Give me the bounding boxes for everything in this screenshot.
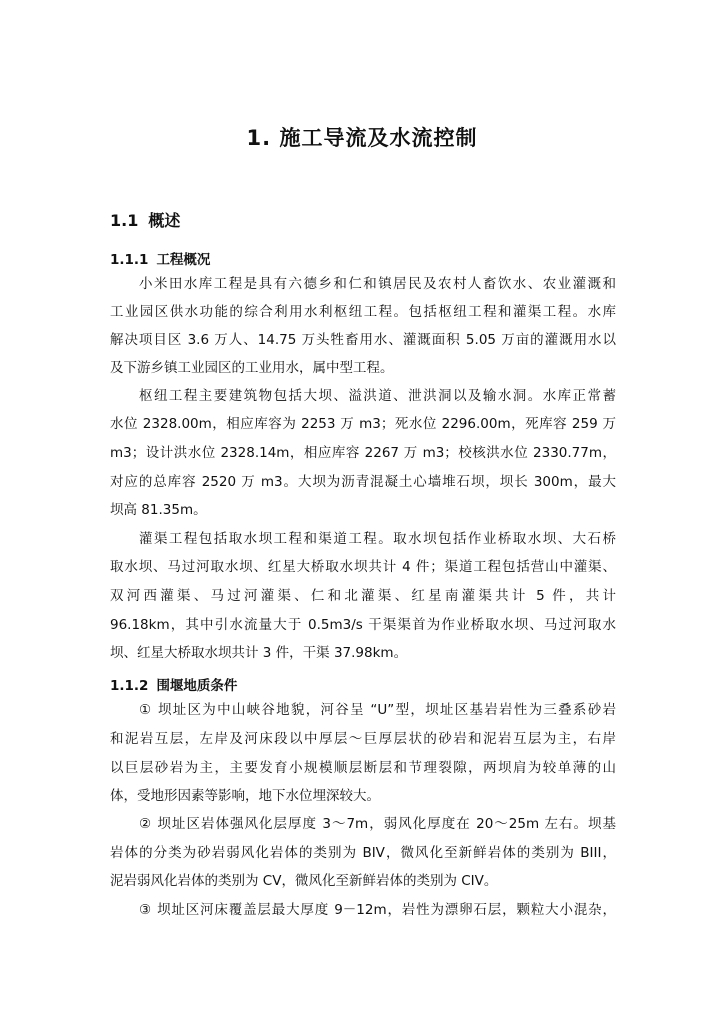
section-heading bbox=[110, 208, 180, 231]
paragraph-line: 以巨层砂岩为主，主要发育小规模顺层断层和节理裂隙，两坝肩为较单薄的山 bbox=[110, 760, 616, 776]
subsection-title: 围堰地质条件 bbox=[156, 678, 238, 694]
paragraph-line: ③ 坝址区河床覆盖层最大厚度 9－12m，岩性为漂卵石层，颗粒大小混杂， bbox=[139, 902, 616, 918]
paragraph-line: 枢纽工程主要建筑物包括大坝、溢洪道、泄洪洞以及输水洞。水库正常蓄 bbox=[139, 388, 616, 404]
paragraph-line: m3；设计洪水位 2328.14m，相应库容 2267 万 m3；校核洪水位 2330.77m， bbox=[110, 445, 616, 461]
paragraph-line: 工业园区供水功能的综合利用水利枢纽工程。包括枢纽工程和灌渠工程。水库 bbox=[110, 304, 616, 320]
section-title: 概述 bbox=[148, 211, 181, 230]
paragraph-line: 体，受地形因素等影响，地下水位埋深较大。 bbox=[110, 788, 380, 804]
page-title: 1. 施工导流及水流控制 bbox=[246, 126, 478, 150]
subsection-title: 工程概况 bbox=[156, 252, 211, 268]
paragraph-line: ② 坝址区岩体强风化层厚度 3～7m，弱风化厚度在 20～25m 左右。坝基 bbox=[139, 816, 616, 832]
paragraph-line: 泥岩弱风化岩体的类别为 CV，微风化至新鲜岩体的类别为 CIV。 bbox=[110, 873, 498, 889]
paragraph-line: 双河西灌渠、马过河灌渠、仁和北灌渠、红星南灌渠共计 5 件，共计 bbox=[110, 588, 616, 604]
paragraph-line: 及下游乡镇工业园区的工业用水，属中型工程。 bbox=[110, 360, 394, 376]
paragraph-line: 水位 2328.00m，相应库容为 2253 万 m3；死水位 2296.00m，死库容 259 万 bbox=[110, 416, 616, 432]
subsection-number: 1.1.2 bbox=[110, 678, 149, 694]
paragraph-line: 坝、红星大桥取水坝共计 3 件，干渠 37.98km。 bbox=[110, 645, 408, 661]
subsection-number: 1.1.1 bbox=[110, 252, 149, 268]
section-number: 1.1 bbox=[110, 211, 139, 230]
subsection-heading-2 bbox=[110, 674, 237, 694]
paragraph-line: 小米田水库工程是具有六德乡和仁和镇居民及农村人畜饮水、农业灌溉和 bbox=[139, 276, 616, 292]
subsection-heading-1 bbox=[110, 248, 210, 268]
paragraph-line: 坝高 81.35m。 bbox=[110, 502, 207, 518]
paragraph-line: 和泥岩互层，左岸及河床段以中厚层～巨厚层状的砂岩和泥岩互层为主，右岸 bbox=[110, 731, 616, 747]
paragraph-line: 96.18km，其中引水流量大于 0.5m3/s 干渠渠首为作业桥取水坝、马过河取水 bbox=[110, 617, 616, 633]
paragraph-line: ① 坝址区为中山峡谷地貌，河谷呈 “U”型，坝址区基岩岩性为三叠系砂岩 bbox=[139, 702, 616, 718]
paragraph-line: 对应的总库容 2520 万 m3。大坝为沥青混凝土心墙堆石坝，坝长 300m，最大 bbox=[110, 474, 616, 490]
paragraph-line: 取水坝、马过河取水坝、红星大桥取水坝共计 4 件；渠道工程包括营山中灌渠、 bbox=[110, 559, 616, 575]
paragraph-line: 灌渠工程包括取水坝工程和渠道工程。取水坝包括作业桥取水坝、大石桥 bbox=[139, 531, 616, 547]
paragraph-line: 岩体的分类为砂岩弱风化岩体的类别为 BIV，微风化至新鲜岩体的类别为 BIII， bbox=[110, 845, 616, 861]
paragraph-line: 解决项目区 3.6 万人、14.75 万头牲畜用水、灌溉面积 5.05 万亩的灌溉用水以 bbox=[110, 332, 616, 348]
